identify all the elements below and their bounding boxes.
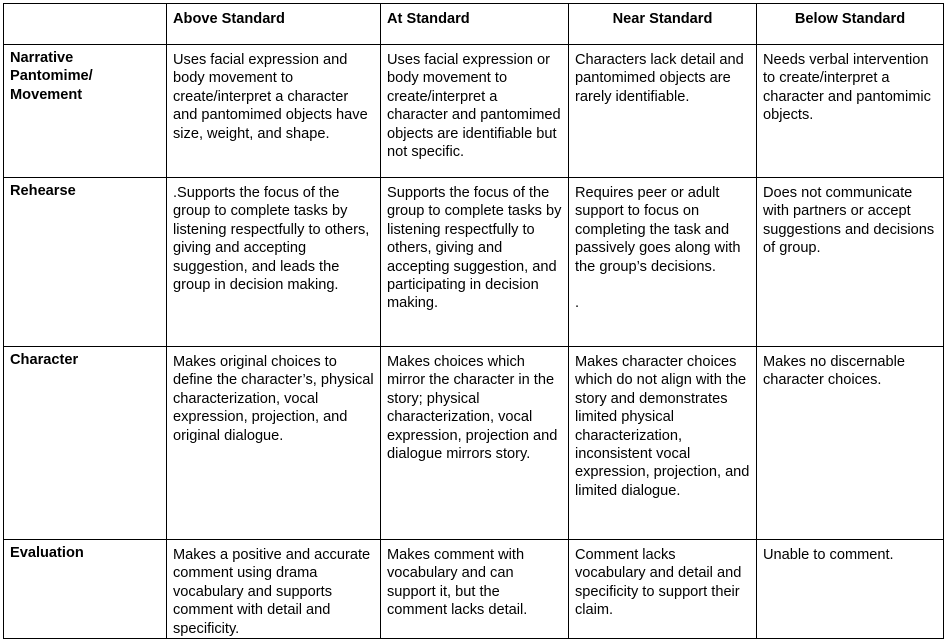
table-cell xyxy=(381,540,569,639)
table-cell xyxy=(569,347,757,540)
cell-text: Supports the focus of the group to complete tasks by listening respectfully to others, giving and accepting suggestion, and participating in decision making. xyxy=(387,185,562,312)
cell-text: Needs verbal intervention to create/interpret a character and pantomimic objects. xyxy=(763,52,931,124)
row-header-rehearse xyxy=(4,178,167,347)
cell-text: Makes original choices to define the character’s, physical characterization, vocal expression, projection, and original dialogue. xyxy=(173,354,374,444)
table-cell xyxy=(381,178,569,347)
row-header-label: Evaluation xyxy=(10,545,84,561)
table-cell xyxy=(381,45,569,178)
cell-text: Comment lacks vocabulary and detail and specificity to support their claim. xyxy=(575,547,742,619)
table-cell xyxy=(757,347,944,540)
cell-text: Makes a positive and accurate comment using drama vocabulary and supports comment with detail and specificity. xyxy=(173,547,371,637)
cell-text: Makes no discernable character choices. xyxy=(763,354,905,389)
row-header-evaluation xyxy=(4,540,167,639)
cell-text: Unable to comment. xyxy=(763,547,894,563)
cell-text: Requires peer or adult support to focus on completing the task and passively goes along with the group’s decisions. . xyxy=(575,185,741,312)
table-cell xyxy=(757,178,944,347)
table-cell xyxy=(569,178,757,347)
column-header-near-standard: Near Standard xyxy=(569,4,757,45)
cell-text: Uses facial expression or body movement to create/interpret a character and pantomimed objects are identifiable but not specific. xyxy=(387,52,561,161)
table-cell xyxy=(569,45,757,178)
row-header-label: Rehearse xyxy=(10,183,76,199)
row-header-label: Narrative Pantomime/ Movement xyxy=(10,50,93,103)
table-row xyxy=(4,45,944,178)
table-cell xyxy=(167,178,381,347)
table-cell xyxy=(167,347,381,540)
row-header-narrative-pantomime xyxy=(4,45,167,178)
cell-text: Uses facial expression and body movement to create/interpret a character and pantomimed objects have size, weight, and shape. xyxy=(173,52,368,142)
row-header-character xyxy=(4,347,167,540)
column-header-criterion xyxy=(4,4,167,45)
header-row xyxy=(4,4,944,45)
rubric-table xyxy=(3,3,944,639)
cell-text: Makes character choices which do not align with the story and demonstrates limited physical characterization, inconsistent vocal expression, projection, and limited dialogue. xyxy=(575,354,750,499)
row-header-label: Character xyxy=(10,352,79,368)
table-cell xyxy=(167,45,381,178)
cell-text: .Supports the focus of the group to complete tasks by listening respectfully to others, giving and accepting suggestion, and leads the group in decision making. xyxy=(173,185,370,294)
table-cell xyxy=(381,347,569,540)
column-header-at-standard: At Standard xyxy=(381,4,569,45)
cell-text: Characters lack detail and pantomimed objects are rarely identifiable. xyxy=(575,52,744,105)
cell-text: Makes comment with vocabulary and can support it, but the comment lacks detail. xyxy=(387,547,528,619)
table-row xyxy=(4,347,944,540)
table-cell xyxy=(569,540,757,639)
cell-text: Makes choices which mirror the character in the story; physical characterization, vocal expression, projection and dialogue mirrors story. xyxy=(387,354,558,463)
table-cell xyxy=(757,45,944,178)
table-row xyxy=(4,540,944,639)
column-header-above-standard: Above Standard xyxy=(167,4,381,45)
cell-text: Does not communicate with partners or accept suggestions and decisions of group. xyxy=(763,185,935,257)
table-cell xyxy=(757,540,944,639)
table-cell xyxy=(167,540,381,639)
column-header-below-standard: Below Standard xyxy=(757,4,944,45)
table-row xyxy=(4,178,944,347)
